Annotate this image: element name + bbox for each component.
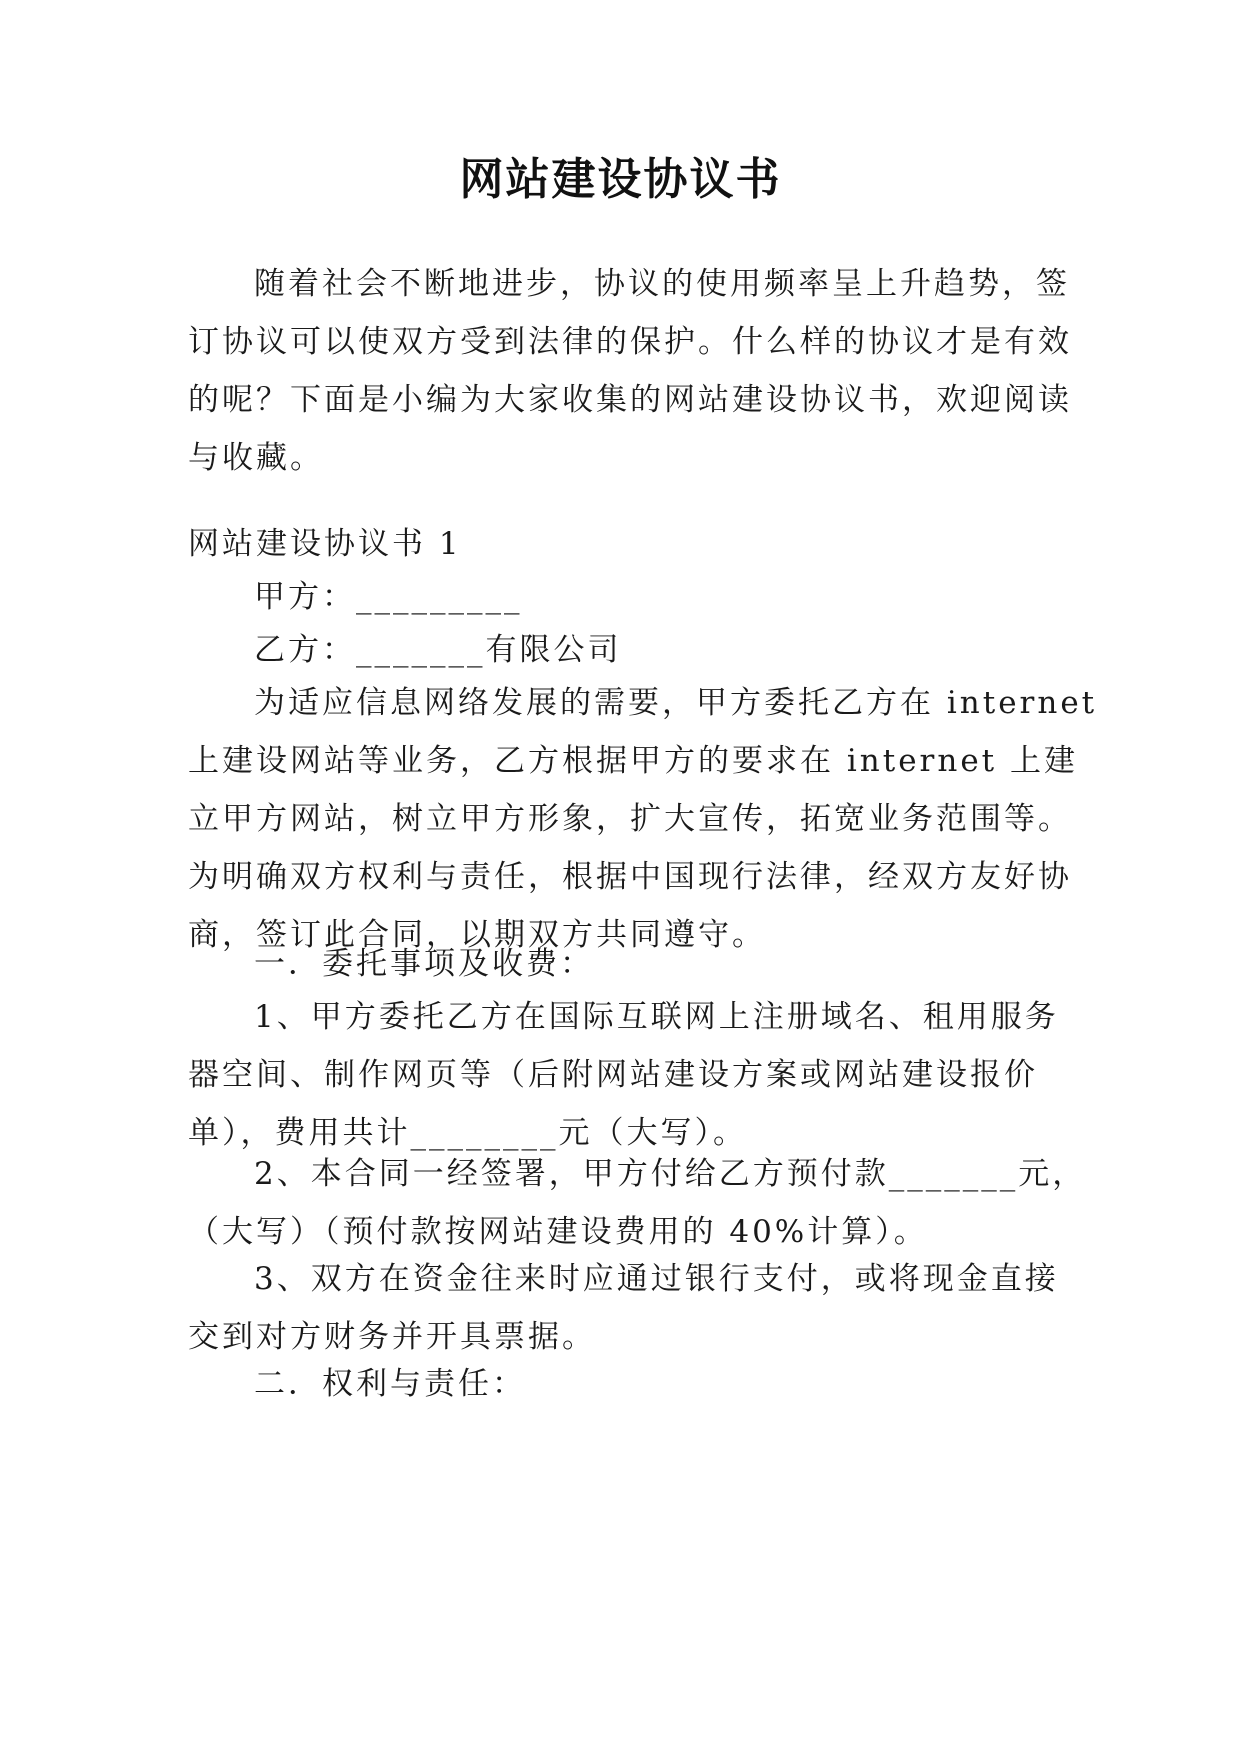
- item-1-line: 器空间、制作网页等（后附网站建设方案或网站建设报价: [188, 1057, 1038, 1093]
- document-title: 网站建设协议书: [459, 154, 782, 205]
- item-3-paragraph: [188, 1250, 1058, 1366]
- purpose-paragraph: [188, 674, 1098, 964]
- intro-line: 的呢？下面是小编为大家收集的网站建设协议书，欢迎阅读: [188, 382, 1072, 418]
- intro-paragraph: [188, 255, 1072, 487]
- section-heading: 网站建设协议书 1: [188, 526, 462, 562]
- purpose-line: 立甲方网站，树立甲方形象，扩大宣传，拓宽业务范围等。: [188, 801, 1072, 837]
- item-2-line: 2、本合同一经签署，甲方付给乙方预付款_______元，: [254, 1156, 1087, 1192]
- item-2-paragraph: [188, 1145, 1087, 1261]
- item-3-line: 3、双方在资金往来时应通过银行支付，或将现金直接: [254, 1261, 1059, 1297]
- item-1-line: 单），费用共计________元（大写）。: [188, 1115, 747, 1151]
- intro-line: 随着社会不断地进步，协议的使用频率呈上升趋势，签: [254, 266, 1070, 302]
- item-3-line: 交到对方财务并开具票据。: [188, 1319, 596, 1355]
- party-a-line: 甲方：_________: [254, 579, 523, 615]
- item-1-line: 1、甲方委托乙方在国际互联网上注册域名、租用服务: [254, 999, 1059, 1035]
- purpose-line: 为适应信息网络发展的需要，甲方委托乙方在 internet: [254, 685, 1098, 721]
- item-2-line: （大写）（预付款按网站建设费用的 40%计算）。: [188, 1214, 928, 1250]
- intro-line: 订协议可以使双方受到法律的保护。什么样的协议才是有效: [188, 324, 1072, 360]
- party-b-line: 乙方：_______有限公司: [254, 632, 622, 668]
- clause-1-heading: 一．委托事项及收费：: [254, 946, 594, 982]
- intro-line: 与收藏。: [188, 440, 324, 476]
- purpose-line: 上建设网站等业务，乙方根据甲方的要求在 internet 上建: [188, 743, 1078, 779]
- purpose-line: 为明确双方权利与责任，根据中国现行法律，经双方友好协: [188, 859, 1072, 895]
- item-1-paragraph: [188, 988, 1058, 1162]
- purpose-line: 商，签订此合同，以期双方共同遵守。: [188, 917, 766, 953]
- clause-2-heading: 二．权利与责任：: [254, 1366, 526, 1402]
